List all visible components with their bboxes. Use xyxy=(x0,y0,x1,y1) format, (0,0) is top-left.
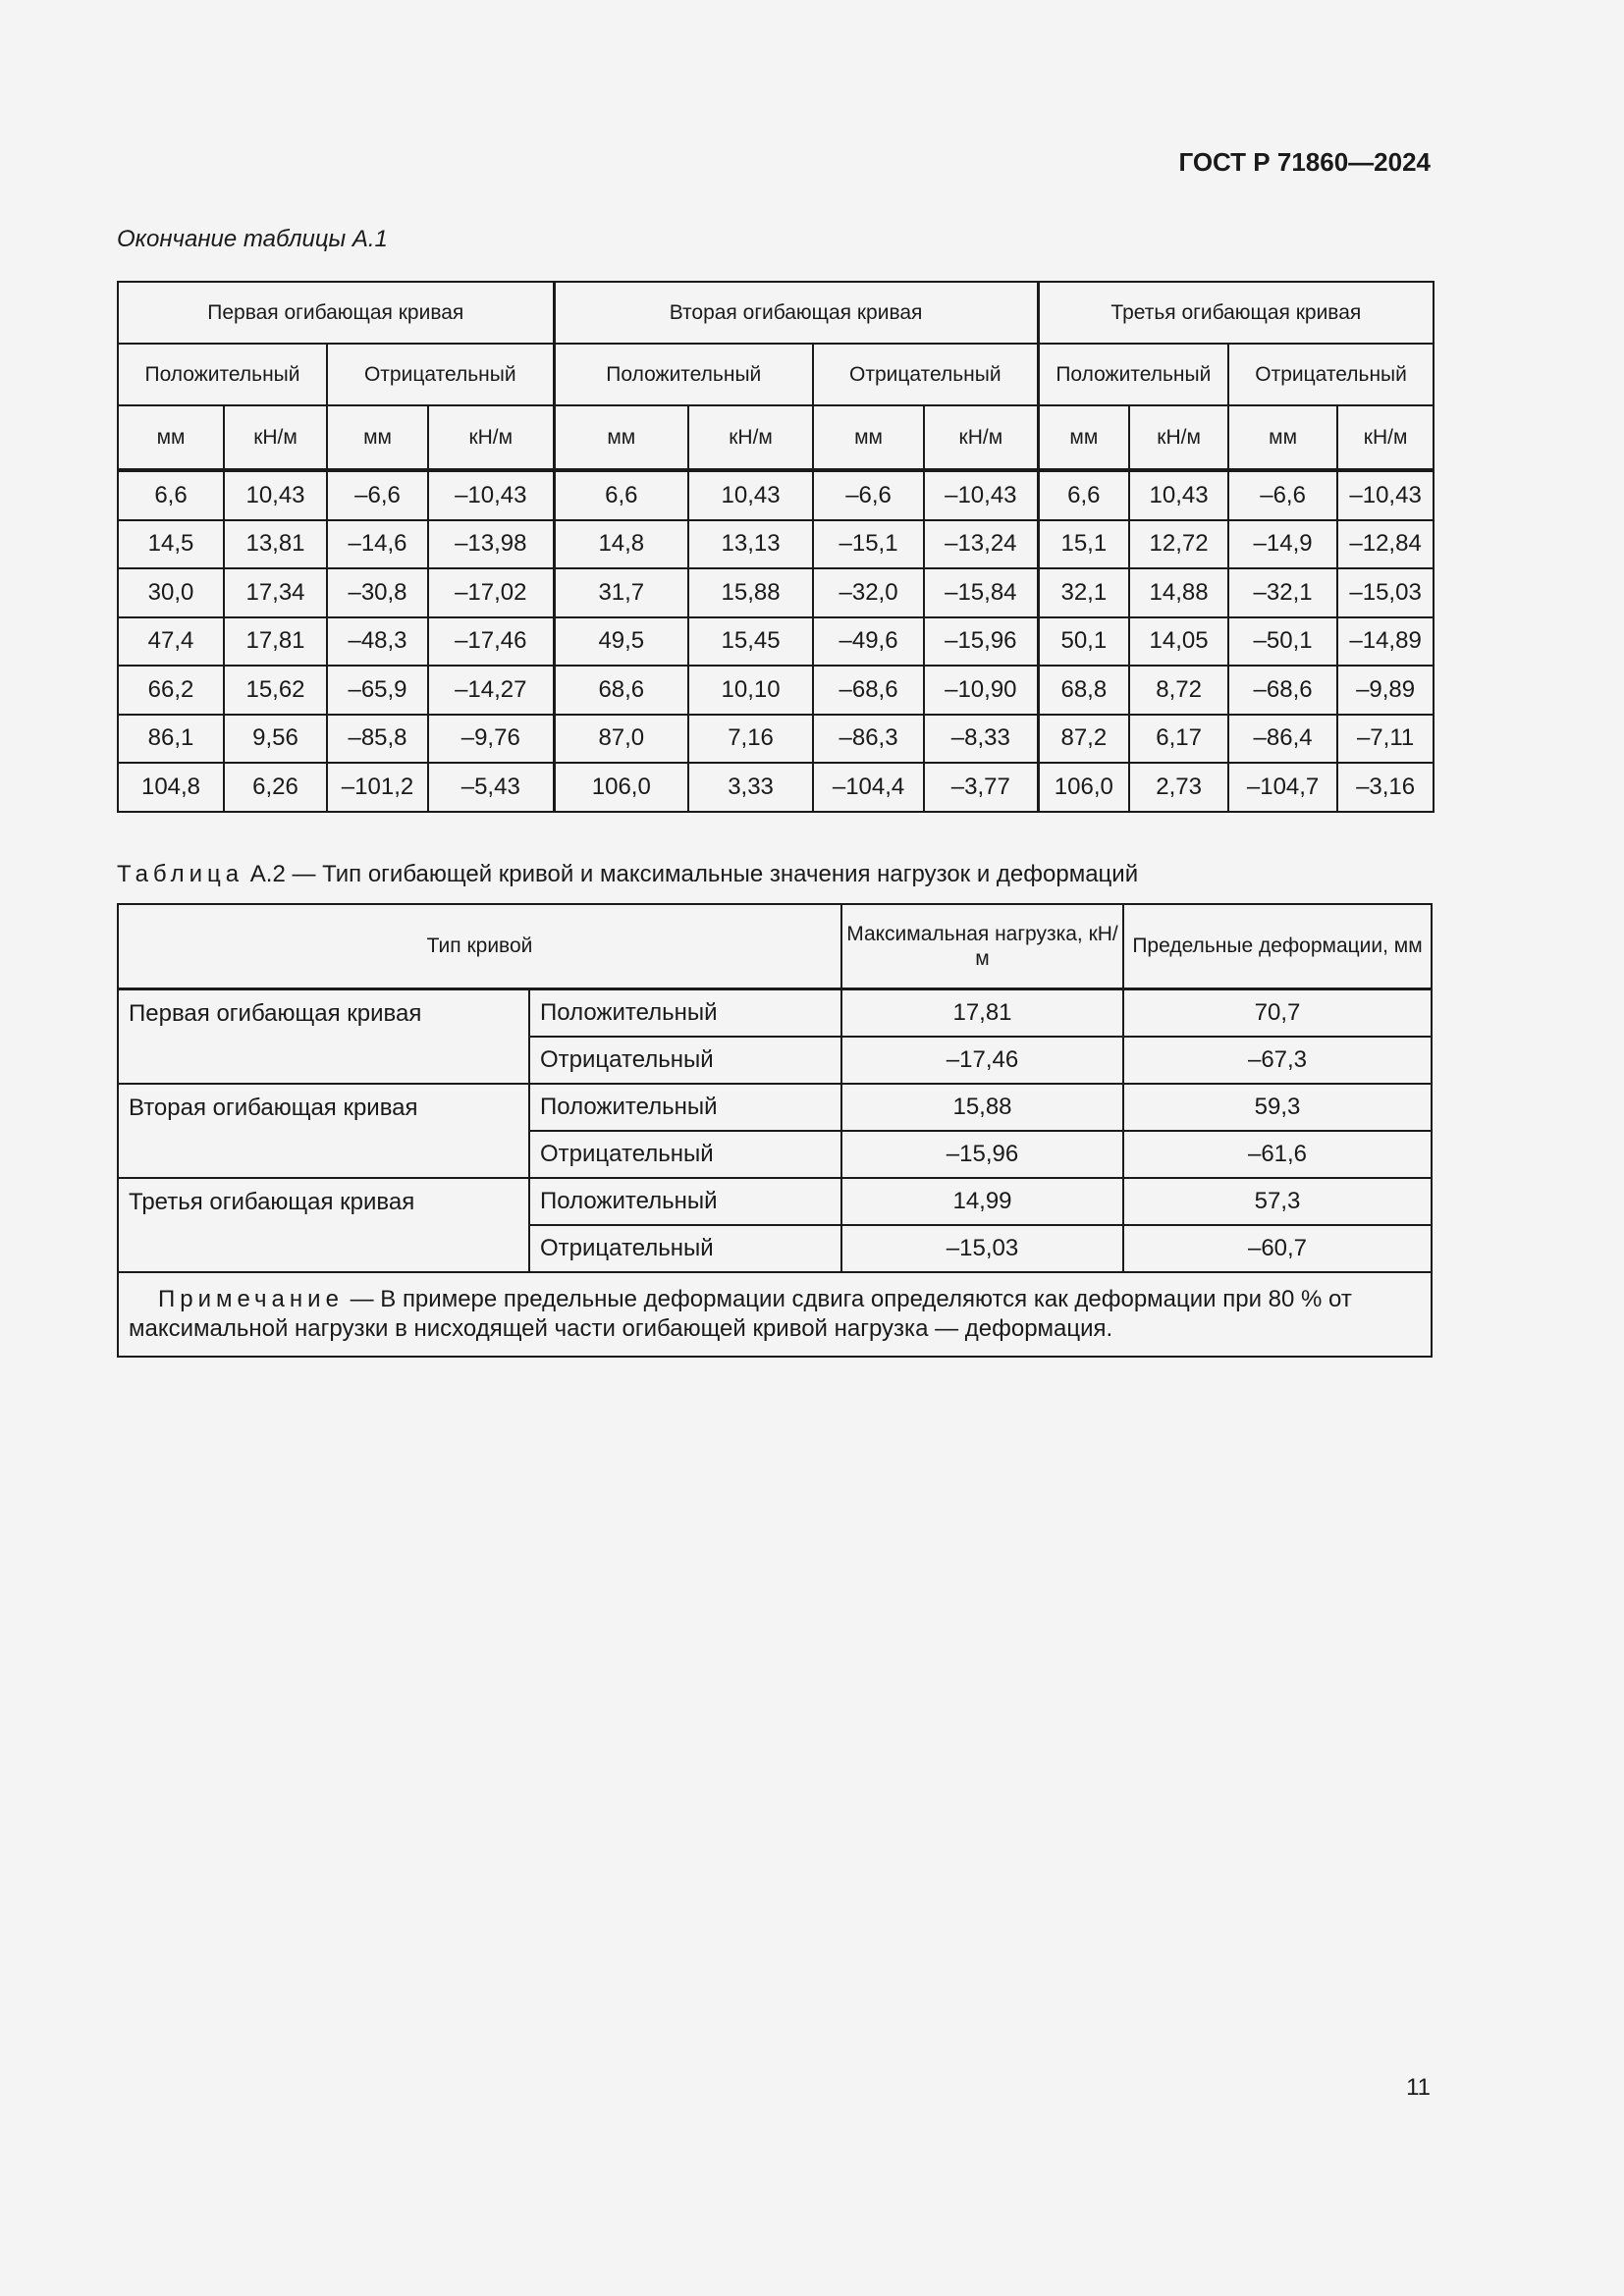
unit-header: кН/м xyxy=(1337,405,1434,470)
table-cell: 15,88 xyxy=(688,568,813,617)
table-cell: 6,6 xyxy=(118,470,224,520)
direction-header: Отрицательный xyxy=(1228,344,1434,405)
table-cell: –30,8 xyxy=(327,568,428,617)
limit-deformation: –61,6 xyxy=(1123,1131,1432,1178)
table-cell: 87,2 xyxy=(1038,715,1129,764)
table-cell: 68,8 xyxy=(1038,666,1129,715)
table-a1-direction-row xyxy=(118,344,1434,405)
table-cell: –68,6 xyxy=(813,666,924,715)
unit-header: мм xyxy=(327,405,428,470)
table-cell: –50,1 xyxy=(1228,617,1337,667)
note-label: Примечание xyxy=(158,1286,344,1312)
table-cell: –104,4 xyxy=(813,763,924,812)
table-cell: 47,4 xyxy=(118,617,224,667)
table-cell: –6,6 xyxy=(813,470,924,520)
table-cell: –15,96 xyxy=(924,617,1038,667)
table-cell: 6,6 xyxy=(1038,470,1129,520)
table-cell: –13,24 xyxy=(924,520,1038,569)
table-cell: 106,0 xyxy=(1038,763,1129,812)
table-a1-caption: Окончание таблицы А.1 xyxy=(117,226,388,252)
table-cell: –9,76 xyxy=(428,715,554,764)
table-cell: 8,72 xyxy=(1129,666,1228,715)
table-cell: 2,73 xyxy=(1129,763,1228,812)
max-load: –15,96 xyxy=(841,1131,1123,1178)
table-cell: –13,98 xyxy=(428,520,554,569)
max-load: 15,88 xyxy=(841,1084,1123,1131)
unit-header: кН/м xyxy=(1129,405,1228,470)
table-cell: –15,84 xyxy=(924,568,1038,617)
table-cell: –5,43 xyxy=(428,763,554,812)
table-cell: 15,1 xyxy=(1038,520,1129,569)
max-load: 14,99 xyxy=(841,1178,1123,1225)
unit-header: мм xyxy=(1228,405,1337,470)
table-cell: 66,2 xyxy=(118,666,224,715)
table-row xyxy=(118,568,1434,617)
unit-header: мм xyxy=(118,405,224,470)
limit-deformation: –67,3 xyxy=(1123,1037,1432,1084)
table-a2-header-row xyxy=(118,904,1432,989)
table-row xyxy=(118,666,1434,715)
table-cell: 12,72 xyxy=(1129,520,1228,569)
table-cell: 17,34 xyxy=(224,568,327,617)
table-cell: –15,03 xyxy=(1337,568,1434,617)
limit-deformation: 59,3 xyxy=(1123,1084,1432,1131)
table-row xyxy=(118,989,1432,1038)
table-cell: –17,46 xyxy=(428,617,554,667)
table-cell: –14,27 xyxy=(428,666,554,715)
note-text: — В примере предельные деформации сдвига определяются как деформации при 80 % от максимальной нагрузки в нисходящей части огибающей кривой нагрузка — деформация. xyxy=(129,1286,1352,1342)
table-cell: 7,16 xyxy=(688,715,813,764)
table-cell: 9,56 xyxy=(224,715,327,764)
table-cell: 68,6 xyxy=(554,666,688,715)
table-cell: –49,6 xyxy=(813,617,924,667)
group-header: Первая огибающая кривая xyxy=(118,282,554,344)
direction: Отрицательный xyxy=(529,1131,841,1178)
table-a2-note-row xyxy=(118,1272,1432,1357)
header-limit-deformation: Предельные деформации, мм xyxy=(1123,904,1432,989)
table-cell: –85,8 xyxy=(327,715,428,764)
table-row xyxy=(118,1084,1432,1131)
table-cell: 87,0 xyxy=(554,715,688,764)
table-cell: 6,6 xyxy=(554,470,688,520)
table-a1-group-header-row xyxy=(118,282,1434,344)
table-cell: –8,33 xyxy=(924,715,1038,764)
document-code: ГОСТ Р 71860—2024 xyxy=(1178,147,1431,177)
table-cell: –14,6 xyxy=(327,520,428,569)
table-cell: 104,8 xyxy=(118,763,224,812)
limit-deformation: –60,7 xyxy=(1123,1225,1432,1272)
unit-header: кН/м xyxy=(924,405,1038,470)
table-cell: –7,11 xyxy=(1337,715,1434,764)
page-number: 11 xyxy=(1406,2074,1431,2101)
table-cell: –101,2 xyxy=(327,763,428,812)
direction: Отрицательный xyxy=(529,1225,841,1272)
header-curve-type: Тип кривой xyxy=(118,904,841,989)
table-cell: –86,3 xyxy=(813,715,924,764)
table-cell: –3,16 xyxy=(1337,763,1434,812)
table-a2-caption-text: А.2 — Тип огибающей кривой и максимальные значения нагрузок и деформаций xyxy=(249,861,1139,887)
table-cell: –3,77 xyxy=(924,763,1038,812)
table-cell: 13,13 xyxy=(688,520,813,569)
curve-name: Вторая огибающая кривая xyxy=(118,1084,529,1178)
table-cell: 14,88 xyxy=(1129,568,1228,617)
table-cell: –9,89 xyxy=(1337,666,1434,715)
table-cell: 3,33 xyxy=(688,763,813,812)
table-cell: –48,3 xyxy=(327,617,428,667)
table-cell: 14,5 xyxy=(118,520,224,569)
direction-header: Положительный xyxy=(1038,344,1228,405)
table-cell: 30,0 xyxy=(118,568,224,617)
table-a2 xyxy=(117,903,1433,1358)
table-row xyxy=(118,1178,1432,1225)
unit-header: мм xyxy=(813,405,924,470)
direction: Отрицательный xyxy=(529,1037,841,1084)
direction: Положительный xyxy=(529,1178,841,1225)
table-cell: 31,7 xyxy=(554,568,688,617)
table-row xyxy=(118,715,1434,764)
table-cell: –86,4 xyxy=(1228,715,1337,764)
table-cell: –14,9 xyxy=(1228,520,1337,569)
group-header: Вторая огибающая кривая xyxy=(554,282,1038,344)
table-cell: –6,6 xyxy=(1228,470,1337,520)
table-a1-units-row xyxy=(118,405,1434,470)
table-note xyxy=(118,1272,1432,1357)
header-max-load: Максимальная нагрузка, кН/м xyxy=(841,904,1123,989)
direction: Положительный xyxy=(529,989,841,1038)
table-cell: –32,0 xyxy=(813,568,924,617)
table-cell: –12,84 xyxy=(1337,520,1434,569)
table-cell: –10,43 xyxy=(924,470,1038,520)
table-cell: 13,81 xyxy=(224,520,327,569)
table-cell: 15,62 xyxy=(224,666,327,715)
limit-deformation: 57,3 xyxy=(1123,1178,1432,1225)
table-cell: –65,9 xyxy=(327,666,428,715)
table-row xyxy=(118,470,1434,520)
table-cell: 6,26 xyxy=(224,763,327,812)
direction-header: Положительный xyxy=(554,344,813,405)
table-cell: 32,1 xyxy=(1038,568,1129,617)
direction-header: Отрицательный xyxy=(813,344,1038,405)
unit-header: мм xyxy=(554,405,688,470)
table-cell: 6,17 xyxy=(1129,715,1228,764)
direction-header: Положительный xyxy=(118,344,327,405)
table-cell: –15,1 xyxy=(813,520,924,569)
table-row xyxy=(118,763,1434,812)
direction: Положительный xyxy=(529,1084,841,1131)
group-header: Третья огибающая кривая xyxy=(1038,282,1434,344)
limit-deformation: 70,7 xyxy=(1123,989,1432,1038)
table-cell: 106,0 xyxy=(554,763,688,812)
table-cell: 10,43 xyxy=(224,470,327,520)
table-cell: 10,10 xyxy=(688,666,813,715)
table-cell: 14,8 xyxy=(554,520,688,569)
table-cell: –10,43 xyxy=(1337,470,1434,520)
table-row xyxy=(118,617,1434,667)
table-cell: –10,90 xyxy=(924,666,1038,715)
table-cell: 10,43 xyxy=(688,470,813,520)
table-row xyxy=(118,520,1434,569)
table-a2-caption xyxy=(117,861,1138,888)
curve-name: Третья огибающая кривая xyxy=(118,1178,529,1272)
table-cell: –6,6 xyxy=(327,470,428,520)
unit-header: мм xyxy=(1038,405,1129,470)
table-cell: –14,89 xyxy=(1337,617,1434,667)
table-cell: 14,05 xyxy=(1129,617,1228,667)
table-a2-caption-label: Таблица xyxy=(117,861,244,887)
table-cell: –104,7 xyxy=(1228,763,1337,812)
max-load: 17,81 xyxy=(841,989,1123,1038)
unit-header: кН/м xyxy=(224,405,327,470)
table-cell: –68,6 xyxy=(1228,666,1337,715)
table-cell: 49,5 xyxy=(554,617,688,667)
table-cell: –32,1 xyxy=(1228,568,1337,617)
table-a1 xyxy=(117,281,1435,813)
table-cell: 10,43 xyxy=(1129,470,1228,520)
table-cell: –17,02 xyxy=(428,568,554,617)
table-cell: 15,45 xyxy=(688,617,813,667)
unit-header: кН/м xyxy=(428,405,554,470)
table-cell: 86,1 xyxy=(118,715,224,764)
max-load: –17,46 xyxy=(841,1037,1123,1084)
unit-header: кН/м xyxy=(688,405,813,470)
table-cell: 17,81 xyxy=(224,617,327,667)
table-cell: 50,1 xyxy=(1038,617,1129,667)
table-cell: –10,43 xyxy=(428,470,554,520)
curve-name: Первая огибающая кривая xyxy=(118,989,529,1085)
direction-header: Отрицательный xyxy=(327,344,554,405)
max-load: –15,03 xyxy=(841,1225,1123,1272)
